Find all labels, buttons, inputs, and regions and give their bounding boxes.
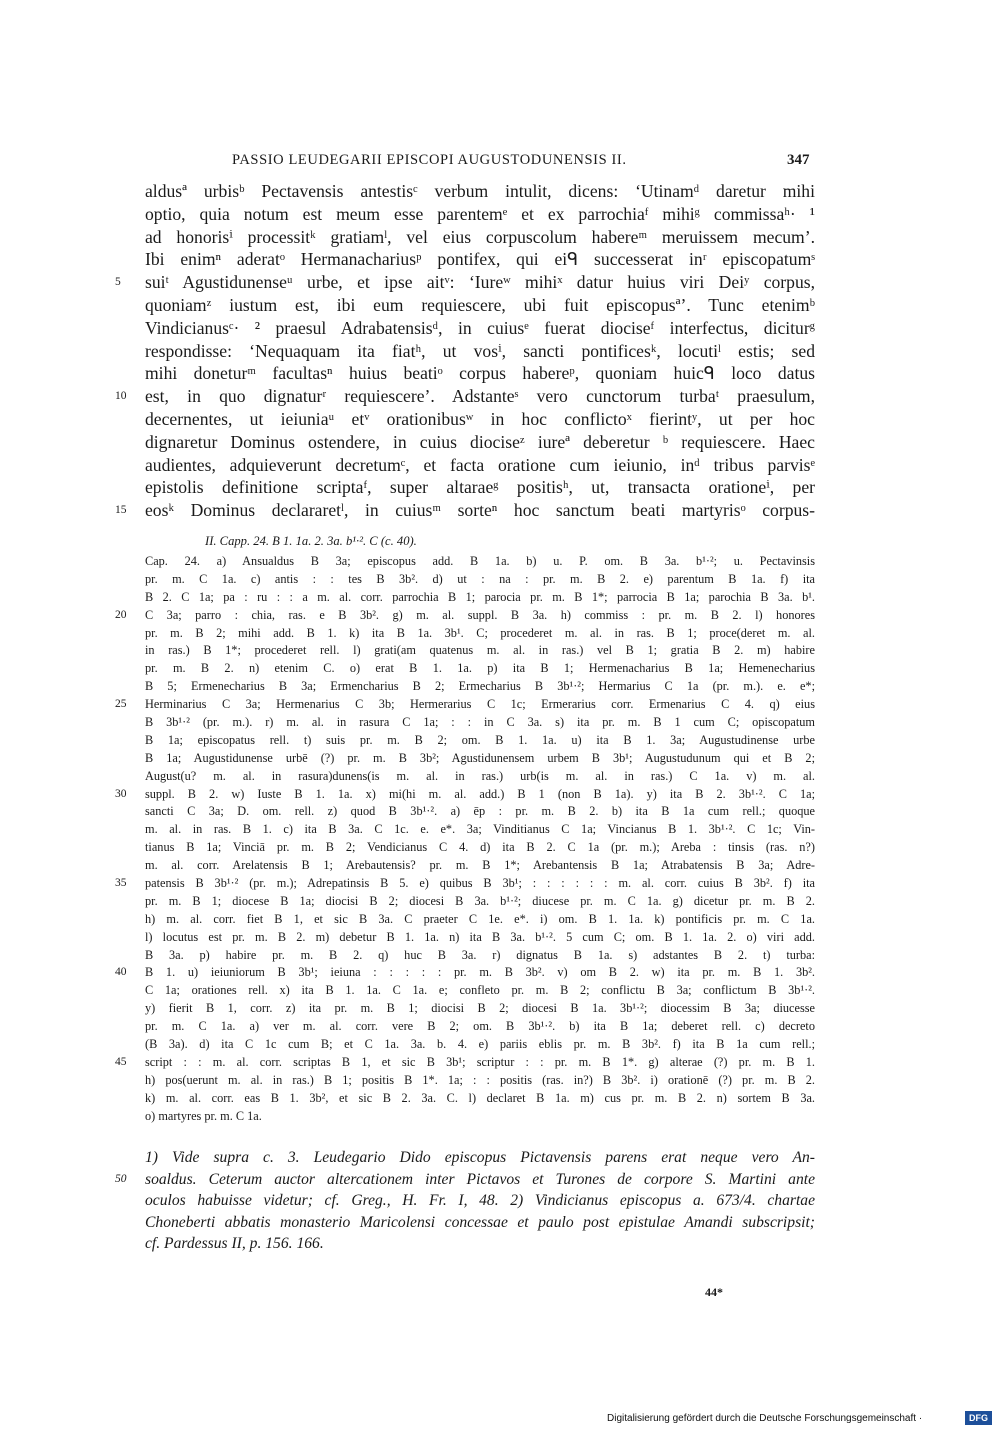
- apparatus-line: [145, 642, 815, 660]
- text-line: [145, 431, 815, 454]
- apparatus-line: [115, 875, 815, 893]
- apparatus-line: [145, 714, 815, 732]
- note-line-text: Choneberti abbatis monasterio Maricolensi concessae et paulo post epistulae Amandi subscripsit;: [145, 1213, 815, 1231]
- apparatus-line-text: in ras.) B 1*; procederet rell. l) grati(am quatenus m. al. in ras.) vel B 1; gratia B 2. m) habire: [145, 643, 815, 658]
- text-line: [145, 226, 815, 249]
- apparatus-line: [145, 732, 815, 750]
- apparatus-line: [115, 696, 815, 714]
- apparatus-line: [145, 571, 815, 589]
- note-line-text: soaldus. Ceterum auctor altercationem inter Pictavos et Turones de corpore S. Martini ante: [145, 1170, 815, 1188]
- text-line-text: mihi doneturᵐ facultasⁿ huius beatiᵒ corpus habereᵖ, quoniam huicᑫ loco datus: [145, 363, 815, 384]
- line-number: 25: [115, 698, 127, 711]
- note-line: [145, 1233, 815, 1255]
- apparatus-line: [145, 589, 815, 607]
- text-line: [145, 203, 815, 226]
- line-number: 50: [115, 1172, 127, 1185]
- note-line-text: 1) Vide supra c. 3. Leudegario Dido episcopus Pictavensis parens erat neque vero An-: [145, 1149, 815, 1166]
- signature-mark: 44*: [705, 1285, 723, 1299]
- apparatus-line: [145, 982, 815, 1000]
- apparatus-line-text: (B 3a). d) ita C 1c cum B; et C 1a. 3a. b. 4. e) pariis eblis pr. m. B 3b². f) ita B 1a cum rell.;: [145, 1037, 815, 1052]
- apparatus-line-text: pr. m. B 1; diocese B 1a; diocisi B 2; diocesi B 3a. b¹·²; diucese pr. m. C 1a. g) dicetur pr. m. B 2.: [145, 893, 815, 908]
- line-number: 45: [115, 1055, 127, 1068]
- apparatus-line: [145, 1036, 815, 1054]
- text-line-text: aldusª urbisᵇ Pectavensis antestisᶜ verbum intulit, dicens: ‘Utinamᵈ daretur mihi: [145, 181, 815, 201]
- apparatus-line-text: August(u? m. al. in rasura)dunens(is m. al. in ras.) urb(is m. al. in ras.) C 1a. v) m. al.: [145, 768, 815, 783]
- text-line-text: dignaretur Dominus ostendere, in cuius diociseᶻ iureª deberetur ᵇ requiescere. Haec: [145, 431, 815, 452]
- text-line-text: epistolis definitione scriptaᶠ, super altaraeᵍ positisʰ, ut, transacta orationeⁱ, per: [145, 477, 815, 498]
- apparatus-line-text: B 1a; episcopatus rell. t) suis pr. m. B 2; om. B 1. 1a. u) ita B 1. 3a; Augustudinense urbe: [145, 732, 815, 747]
- apparatus-line: [145, 768, 815, 786]
- line-number: 30: [115, 787, 127, 800]
- apparatus-line: [115, 786, 815, 804]
- text-line: [145, 362, 815, 385]
- apparatus-line: [145, 911, 815, 929]
- running-header: [0, 152, 1000, 172]
- apparatus-line: [145, 1000, 815, 1018]
- apparatus-line: [145, 929, 815, 947]
- apparatus-line-text: m. al. in ras. B 1. c) ita B 3a. C 1c. e. e*. 3a; Vinditianus C 1a; Vincianus B 1. 3b¹·². C 1c; Vin-: [145, 822, 815, 837]
- text-line-text: eosᵏ Dominus declararetˡ, in cuiusᵐ sorteⁿ hoc sanctum beati martyrisᵒ corpus-: [145, 500, 815, 521]
- digitization-credit: Digitalisierung gefördert durch die Deutsche Forschungsgemeinschaft ·: [607, 1413, 923, 1424]
- apparatus-line-text: Herminarius C 3a; Hermenarius C 3b; Hermerarius C 1c; Ermerarius corr. Ermenarius C 4. q) eius: [145, 697, 815, 712]
- text-line: [145, 476, 815, 499]
- apparatus-line: [145, 750, 815, 768]
- note-line-text: oculos habuisse videtur; cf. Greg., H. Fr. I, 48. 2) Vindicianus episcopus a. 673/4. chartae: [145, 1192, 815, 1210]
- apparatus-line-text: h) pos(uerunt m. al. in ras.) B 1; positis B 1*. 1a; : : positis (ras. in?) B 3b². i) orationē (?) pr. m. B 2.: [145, 1072, 815, 1087]
- text-line: [145, 180, 815, 203]
- text-line: [115, 271, 815, 294]
- line-number: 40: [115, 966, 127, 979]
- line-number: 15: [115, 504, 127, 517]
- text-line: [145, 248, 815, 271]
- apparatus-line-text: Cap. 24. a) Ansualdus B 3a; episcopus add. B 1a. b) u. P. om. B 3a. b¹·²; u. Pectavinsis: [145, 554, 815, 568]
- note-line: [145, 1212, 815, 1234]
- apparatus-line: [145, 553, 815, 571]
- apparatus-line-text: l) locutus est pr. m. B 2. m) debetur B 1. 1a. n) ita B 3a. b¹·². 5 cum C; om. B 1. 1a. 2. o) viri add.: [145, 929, 815, 944]
- apparatus-line-text: sancti C 3a; D. om. rell. z) quod B 3b¹·². a) ēp : pr. m. B 2. b) ita B 1a cum rell.; quoque: [145, 804, 815, 819]
- apparatus-line-text: B 3a. p) habire pr. m. B 2. q) huc B 3a. r) dignatus B 1a. s) adstantes B 2. t) turba:: [145, 947, 815, 962]
- apparatus-line-text: k) m. al. corr. eas B 1. 3b², et sic B 2. 3a. C. l) declaret B 1a. m) cus pr. m. B 2. n) sortem B 3a.: [145, 1090, 815, 1105]
- apparatus-line: [115, 607, 815, 625]
- apparatus-line: [115, 964, 815, 982]
- line-number: 35: [115, 877, 127, 890]
- text-line: [145, 294, 815, 317]
- text-line-text: suiᵗ Agustidunenseᵘ urbe, et ipse aitᵛ: ‘Iureʷ mihiˣ datur huius viri Deiʸ corpus,: [145, 272, 815, 293]
- apparatus-line-text: y) fierit B 1, corr. z) ita pr. m. B 1; diocisi B 2; diocesi B 1a. 3b¹·²; diocessim B 3a; diucesse: [145, 1001, 815, 1016]
- apparatus-line: [145, 947, 815, 965]
- apparatus-heading: II. Capp. 24. B 1. 1a. 2. 3a. b¹·². C (c. 40).: [205, 534, 417, 548]
- apparatus-line-text: B 3b¹·² (pr. m.). r) m. al. in rasura C 1a; : : in C 3a. s) ita pr. m. B 1 cum C; opiscopatum: [145, 715, 815, 730]
- text-line-text: respondisse: ‘Nequaquam ita fiatʰ, ut vosⁱ, sancti pontificesᵏ, locutiˡ estis; sed: [145, 340, 815, 361]
- footnotes: [115, 1147, 815, 1255]
- main-text: [115, 180, 815, 522]
- line-number: 5: [115, 276, 121, 289]
- text-line: [145, 317, 815, 340]
- apparatus-line: [145, 857, 815, 875]
- apparatus-line: [145, 803, 815, 821]
- note-line: [145, 1147, 815, 1169]
- apparatus-line: [145, 1018, 815, 1036]
- page-title: PASSIO LEUDEGARII EPISCOPI AUGUSTODUNENSIS II.: [232, 152, 627, 168]
- line-number: 20: [115, 608, 127, 621]
- apparatus-line: [145, 1090, 815, 1108]
- text-line-text: optio, quia notum est meum esse parentemᵉ et ex parrochiaᶠ mihiᵍ commissaʰ· ¹: [145, 203, 815, 224]
- apparatus-line-text: pr. m. B 2. n) etenim C. o) erat B 1. 1a. p) ita B 1; Hermenacharius B 1a; Hemenecharius: [145, 661, 815, 676]
- text-line-text: Vindicianusᶜ· ² praesul Adrabatensisᵈ, in cuiusᵉ fuerat dioсiseᶠ interfectus, diciturᵍ: [145, 317, 815, 338]
- text-line-text: Ibi enimⁿ aderatᵒ Hermanachariusᵖ pontifex, qui eiᑫ successerat inʳ episcopatumˢ: [145, 249, 815, 270]
- apparatus-line-text: pr. m. C 1a. c) antis : : tes B 3b². d) ut : na : pr. m. B 2. e) parentum B 1a. f) ita: [145, 571, 815, 586]
- critical-apparatus: [115, 553, 815, 1126]
- apparatus-line-text: B 2. C 1a; pa : ru : : a m. al. corr. parrochia B 1; parocia pr. m. B 1*; parrocia B 1a; parochia B 3a. b¹.: [145, 589, 815, 604]
- text-line: [115, 385, 815, 408]
- apparatus-line: [145, 893, 815, 911]
- text-line: [145, 408, 815, 431]
- apparatus-line-text: B 1. u) ieiuniorum B 3b¹; ieiuna : : : : : pr. m. B 3b². v) om B 2. w) ita pr. m. B 1. 3b².: [145, 965, 815, 980]
- note-line: [145, 1190, 815, 1212]
- apparatus-line-text: B 5; Ermenecharius B 3a; Ermencharius B 2; Ermecharius B 3b¹·²; Hermarius C 1a (pr. m.). e. e*;: [145, 679, 815, 694]
- dfg-logo: DFG: [965, 1411, 992, 1425]
- apparatus-line: [145, 660, 815, 678]
- apparatus-line-text: pr. m. B 2; mihi add. B 1. k) ita B 1a. 3b¹. C; procederet m. al. in ras. B 1; proce(deret m. al.: [145, 625, 815, 640]
- apparatus-line-text: C 1a; orationes rell. x) ita B 1. 1a. C 1a. e; confleto pr. m. B 2; conflictu B 3a; conflictum B 3b¹·².: [145, 983, 815, 998]
- apparatus-line: [145, 839, 815, 857]
- apparatus-line-text: tianus B 1a; Vinciā pr. m. B 2; Vendicianus C 4. d) ita B 2. C 1a (pr. m.); Areba : tinsis (ras. n?): [145, 840, 815, 855]
- text-line-text: est, in quo dignaturʳ requiescere’. Adstanteˢ vero cunctorum turbaᵗ praesulum,: [145, 386, 815, 407]
- text-line-text: ad honorisⁱ processitᵏ gratiamˡ, vel eius corpuscolum habereᵐ meruissem mecum’.: [145, 226, 815, 247]
- text-line: [145, 454, 815, 477]
- apparatus-line-text: suppl. B 2. w) Iuste B 1. 1a. x) mi(hi m. al. add.) B 1 (non B 1a). y) ita B 2. 3b¹·². C 1a;: [145, 786, 815, 801]
- apparatus-line: [145, 678, 815, 696]
- apparatus-line: [115, 1054, 815, 1072]
- page-number: 347: [787, 152, 810, 168]
- line-number: 10: [115, 390, 127, 403]
- apparatus-line-text: C 3a; parro : chia, ras. e B 3b². g) m. al. suppl. B 3a. h) commiss : pr. m. B 2. l) honores: [145, 607, 815, 622]
- note-line-text: cf. Pardessus II, p. 156. 166.: [145, 1235, 324, 1253]
- apparatus-line-text: patensis B 3b¹·² (pr. m.); Adrepatinsis B 5. e) quibus B 3b¹; : : : : : : m. al. corr. cuius B 3b². f) ita: [145, 876, 815, 891]
- apparatus-line-text: B 1a; Augustidunense urbē (?) pr. m. B 3b²; Agustidunensem urbem B 3b¹; Augustudunum qui et B 2;: [145, 750, 815, 765]
- apparatus-line-text: o) martyres pr. m. C 1a.: [145, 1108, 262, 1123]
- note-line: [115, 1169, 815, 1191]
- text-line: [145, 340, 815, 363]
- text-line-text: decernentes, ut ieiuniaᵘ etᵛ orationibusʷ in hoc conflictoˣ fierintʸ, ut per hoc: [145, 408, 815, 429]
- text-line-text: quoniamᶻ iustum est, ibi eum requiescere, ubi fuit episcopusª’. Tunc etenimᵇ: [145, 294, 815, 315]
- apparatus-line: [145, 821, 815, 839]
- text-line-text: audientes, adquieverunt decretumᶜ, et facta oratione cum ieiunio, inᵈ tribus parvisᵉ: [145, 454, 815, 475]
- apparatus-line-text: m. al. corr. Arelatensis B 1; Arebautensis? pr. m. B 1*; Arebantensis B 1a; Atrabatensis B 3a; Adre-: [145, 858, 815, 873]
- text-line: [115, 499, 815, 522]
- apparatus-line: [145, 1072, 815, 1090]
- apparatus-line-text: script : : m. al. corr. scriptas B 1, et sic B 3b¹; scriptur : : pr. m. B 1*. g) alterae (?) pr. m. B 1.: [145, 1054, 815, 1069]
- apparatus-line-text: h) m. al. corr. fiet B 1, et sic B 3a. C praeter C 1e. e*. i) om. B 1. 1a. k) pontificis pr. m. C 1a.: [145, 911, 815, 926]
- apparatus-line: [145, 625, 815, 643]
- apparatus-line: [145, 1108, 815, 1126]
- apparatus-line-text: pr. m. C 1a. a) ver m. al. corr. vere B 2; om. B 3b¹·². b) ita B 1a; deberet rell. c) decreto: [145, 1019, 815, 1034]
